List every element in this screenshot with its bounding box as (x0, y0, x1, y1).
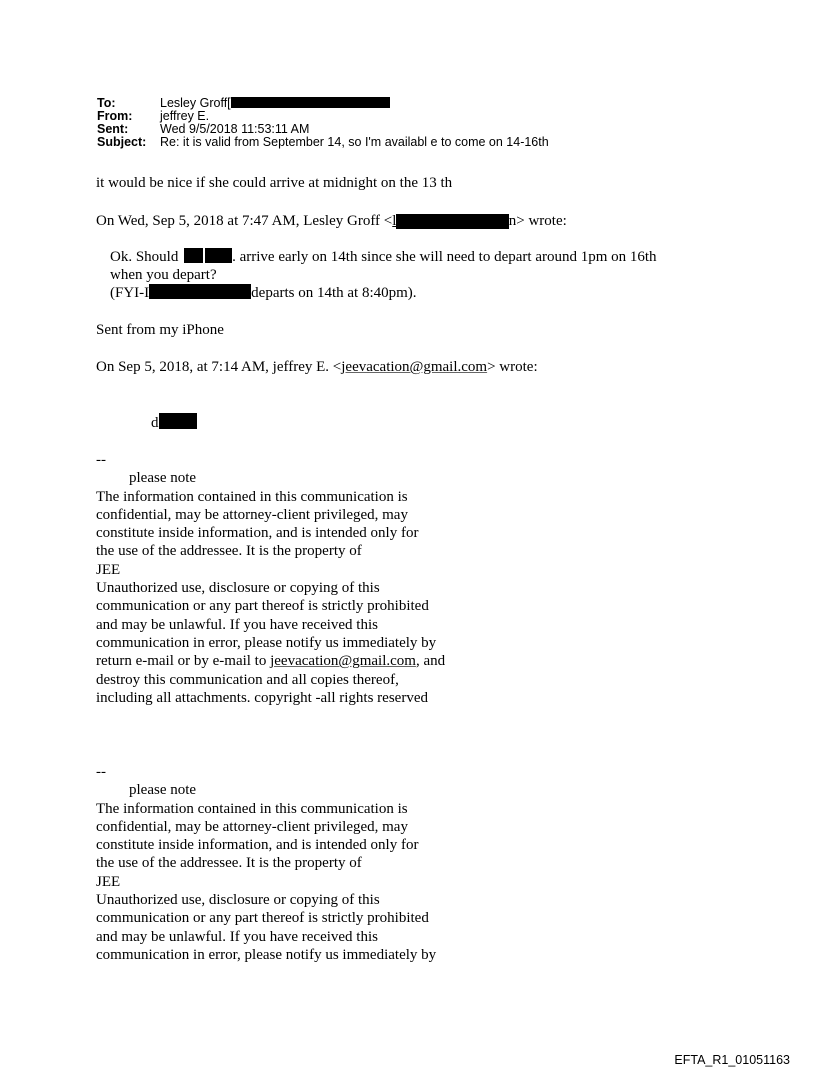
disclaimer-line: Unauthorized use, disclosure or copying of this (96, 892, 380, 909)
jeevacation-email-link[interactable]: jeevacation@gmail.com (341, 359, 488, 375)
disclaimer-line: The information contained in this communication is (96, 488, 408, 505)
body-line-midnight: it would be nice if she could arrive at midnight on the 13 th (96, 175, 453, 191)
sent-value: Wed 9/5/2018 11:53:11 AM (160, 122, 310, 136)
sent-from-iphone: Sent from my iPhone (96, 322, 224, 338)
quote-attribution-1: On Wed, Sep 5, 2018 at 7:47 AM, Lesley Groff <l n > wrote: (96, 213, 567, 229)
bates-number: EFTA_R1_01051163 (674, 1053, 790, 1067)
subject-value: Re: it is valid from September 14, so I'm availabl e to come on 14-16th (160, 135, 549, 149)
disclaimer-line: the use of the addressee. It is the property of (96, 855, 362, 872)
sent-label: Sent: (97, 122, 129, 136)
quoted-line-3: (FYI-I departs on 14th at 8:40pm). (110, 285, 417, 301)
disclaimer-line: communication or any part thereof is strictly prohibited (96, 910, 429, 927)
to-label: To: (97, 96, 116, 110)
to-value: Lesley Groff[ (160, 97, 390, 110)
from-label: From: (97, 109, 133, 123)
separator-dashes: -- (96, 764, 106, 780)
disclaimer-line: The information contained in this communication is (96, 800, 408, 817)
disclaimer-line: and may be unlawful. If you have received this (96, 616, 378, 633)
short-redacted-line: d (151, 413, 197, 432)
redaction-box (205, 248, 232, 263)
disclaimer-line-email: return e-mail or by e-mail to jeevacation@gmail.com, and (96, 653, 446, 670)
disclaimer-line: destroy this communication and all copies thereof, (96, 671, 399, 688)
disclaimer-line: the use of the addressee. It is the property of (96, 543, 362, 560)
please-note-label: please note (129, 470, 197, 487)
quote-attribution-2: On Sep 5, 2018, at 7:14 AM, jeffrey E. <jeevacation@gmail.com> wrote: (96, 359, 538, 375)
quoted-line-1: Ok. Should . arrive early on 14th since she will need to depart around 1pm on 16th (110, 249, 657, 265)
quoted-line-2: when you depart? (110, 267, 217, 283)
jeevacation-email-link[interactable]: jeevacation@gmail.com (270, 653, 416, 670)
redaction-box (231, 97, 390, 108)
redaction-box (184, 248, 203, 263)
disclaimer-line: communication in error, please notify us immediately by (96, 946, 437, 963)
disclaimer-line: Unauthorized use, disclosure or copying of this (96, 580, 380, 597)
redaction-box (396, 214, 509, 229)
disclaimer-line: communication in error, please notify us immediately by (96, 634, 437, 651)
disclaimer-line: confidential, may be attorney-client privileged, may (96, 506, 408, 523)
disclaimer-line: including all attachments. copyright -all rights reserved (96, 689, 428, 706)
disclaimer-line: constitute inside information, and is intended only for (96, 837, 419, 854)
separator-dashes: -- (96, 452, 106, 468)
redaction-box (149, 284, 251, 299)
disclaimer-line: JEE (96, 561, 121, 578)
subject-label: Subject: (97, 135, 147, 149)
disclaimer-line: JEE (96, 873, 121, 890)
disclaimer-block-2 (96, 763, 436, 964)
disclaimer-line: constitute inside information, and is intended only for (96, 525, 419, 542)
redaction-box (159, 413, 197, 429)
disclaimer-block-1 (96, 451, 445, 707)
from-value: jeffrey E. (160, 109, 210, 123)
disclaimer-line: communication or any part thereof is strictly prohibited (96, 598, 429, 615)
please-note-label: please note (129, 782, 197, 799)
disclaimer-line: confidential, may be attorney-client privileged, may (96, 818, 408, 835)
redacted-email-link[interactable]: l n (392, 213, 517, 229)
disclaimer-line: and may be unlawful. If you have received this (96, 928, 378, 945)
